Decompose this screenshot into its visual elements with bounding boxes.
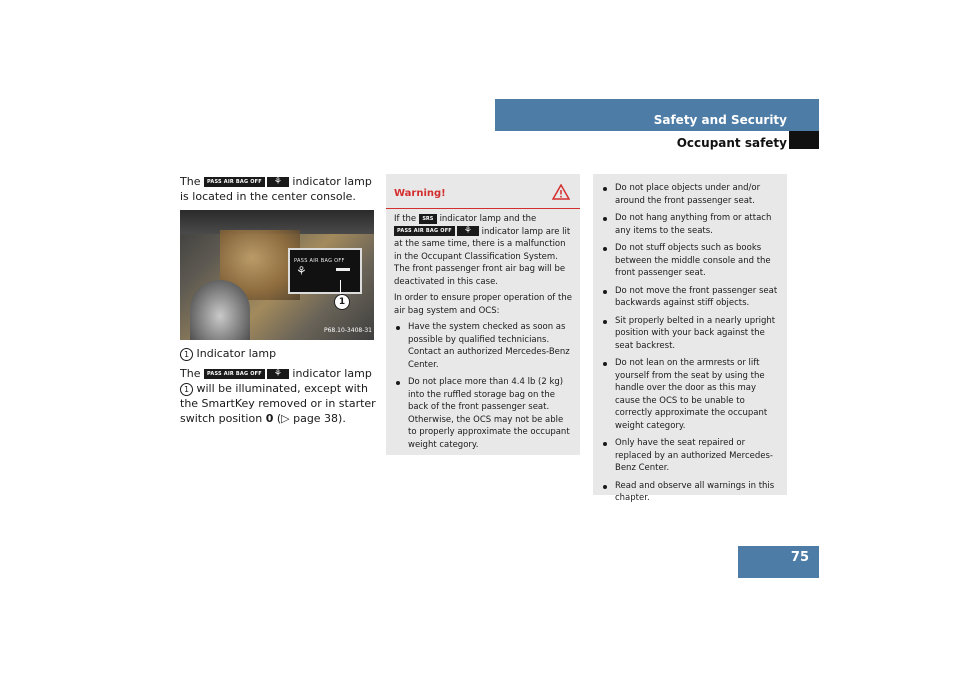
srs-chip: SRS: [419, 214, 437, 224]
page-number-tab: [738, 546, 819, 578]
inset-label: PASS AIR BAG OFF: [294, 258, 345, 264]
section-title: Safety and Security: [653, 113, 787, 127]
passenger-seat-icon-2: ⚘: [267, 369, 289, 379]
header-subsection: [495, 131, 819, 153]
warning-triangle-icon: [552, 184, 570, 200]
passenger-seat-icon: ⚘: [267, 177, 289, 187]
photo-inset-indicator: [288, 248, 362, 294]
list-item: Have the system checked as soon as possible by qualified technicians. Contact an authorized Mercedes-Benz Center.: [394, 321, 572, 371]
list-item: Sit properly belted in a nearly upright position with your back against the seat backrest.: [601, 315, 779, 353]
caption-number: 1: [180, 348, 193, 361]
list-item: Do not move the front passenger seat backwards against stiff objects.: [601, 285, 779, 310]
page-number: 75: [790, 550, 809, 565]
warning-bullets: [394, 321, 572, 451]
passenger-seat-icon-3: ⚘: [457, 226, 479, 236]
intro-paragraph: The PASS AIR BAG OFF ⚘ indicator lamp is located in the center console.: [180, 175, 372, 203]
header-bar: [495, 99, 819, 131]
caption: 1 Indicator lamp: [180, 346, 376, 361]
image-code: P68.10-3408-31: [323, 327, 372, 334]
subsection-title: Occupant safety: [676, 136, 787, 150]
list-item: Only have the seat repaired or replaced by an authorized Mercedes-Benz Center.: [601, 437, 779, 475]
warning-title: Warning!: [394, 188, 446, 199]
header-tab: [789, 131, 819, 149]
list-item: Read and observe all warnings in this chapter.: [601, 480, 779, 505]
inset-led: [336, 268, 350, 271]
inset-seat-icon: ⚘: [296, 264, 307, 278]
page-reference-link[interactable]: (▷ page 38).: [276, 412, 346, 425]
warning-header: [386, 174, 580, 209]
right-warning-box: [593, 174, 787, 503]
photo-gear-lever: [190, 280, 250, 340]
pass-airbag-off-chip-3: PASS AIR BAG OFF: [394, 226, 455, 236]
list-item: Do not place objects under and/or around the front passenger seat.: [601, 182, 779, 207]
pass-airbag-off-chip: PASS AIR BAG OFF: [204, 177, 265, 187]
left-column: [180, 174, 376, 431]
list-item: Do not place more than 4.4 lb (2 kg) into the ruffled storage bag on the back of the front passenger seat. Otherwise, the OCS may not be able to properly approximate the occupant weight category.: [394, 376, 572, 451]
callout-marker: 1: [334, 294, 350, 310]
center-console-photo: [180, 210, 374, 340]
warning-p2: In order to ensure proper operation of the air bag system and OCS:: [394, 293, 572, 316]
warning-p1: If the SRS indicator lamp and the PASS AIR BAG OFF ⚘ indicator lamp are lit at the same time, there is a malfunction in the Occupant Classification System. The front passenger front air bag will be deactivated in this case.: [394, 214, 571, 287]
inline-number: 1: [180, 383, 193, 396]
right-bullets: [593, 174, 787, 505]
list-item: Do not lean on the armrests or lift yourself from the seat by using the handle over the door as this may cause the OCS to be unable to correctly approximate the occupant weight category.: [601, 357, 779, 432]
warning-box: [386, 174, 580, 455]
second-paragraph: The PASS AIR BAG OFF ⚘ indicator lamp 1 will be illuminated, except with the SmartKey removed or in starter switch position 0 (▷ page 38).: [180, 367, 376, 425]
list-item: Do not stuff objects such as books between the middle console and the front passenger seat.: [601, 242, 779, 280]
warning-body: [386, 209, 580, 451]
list-item: Do not hang anything from or attach any items to the seats.: [601, 212, 779, 237]
pass-airbag-off-chip-2: PASS AIR BAG OFF: [204, 369, 265, 379]
